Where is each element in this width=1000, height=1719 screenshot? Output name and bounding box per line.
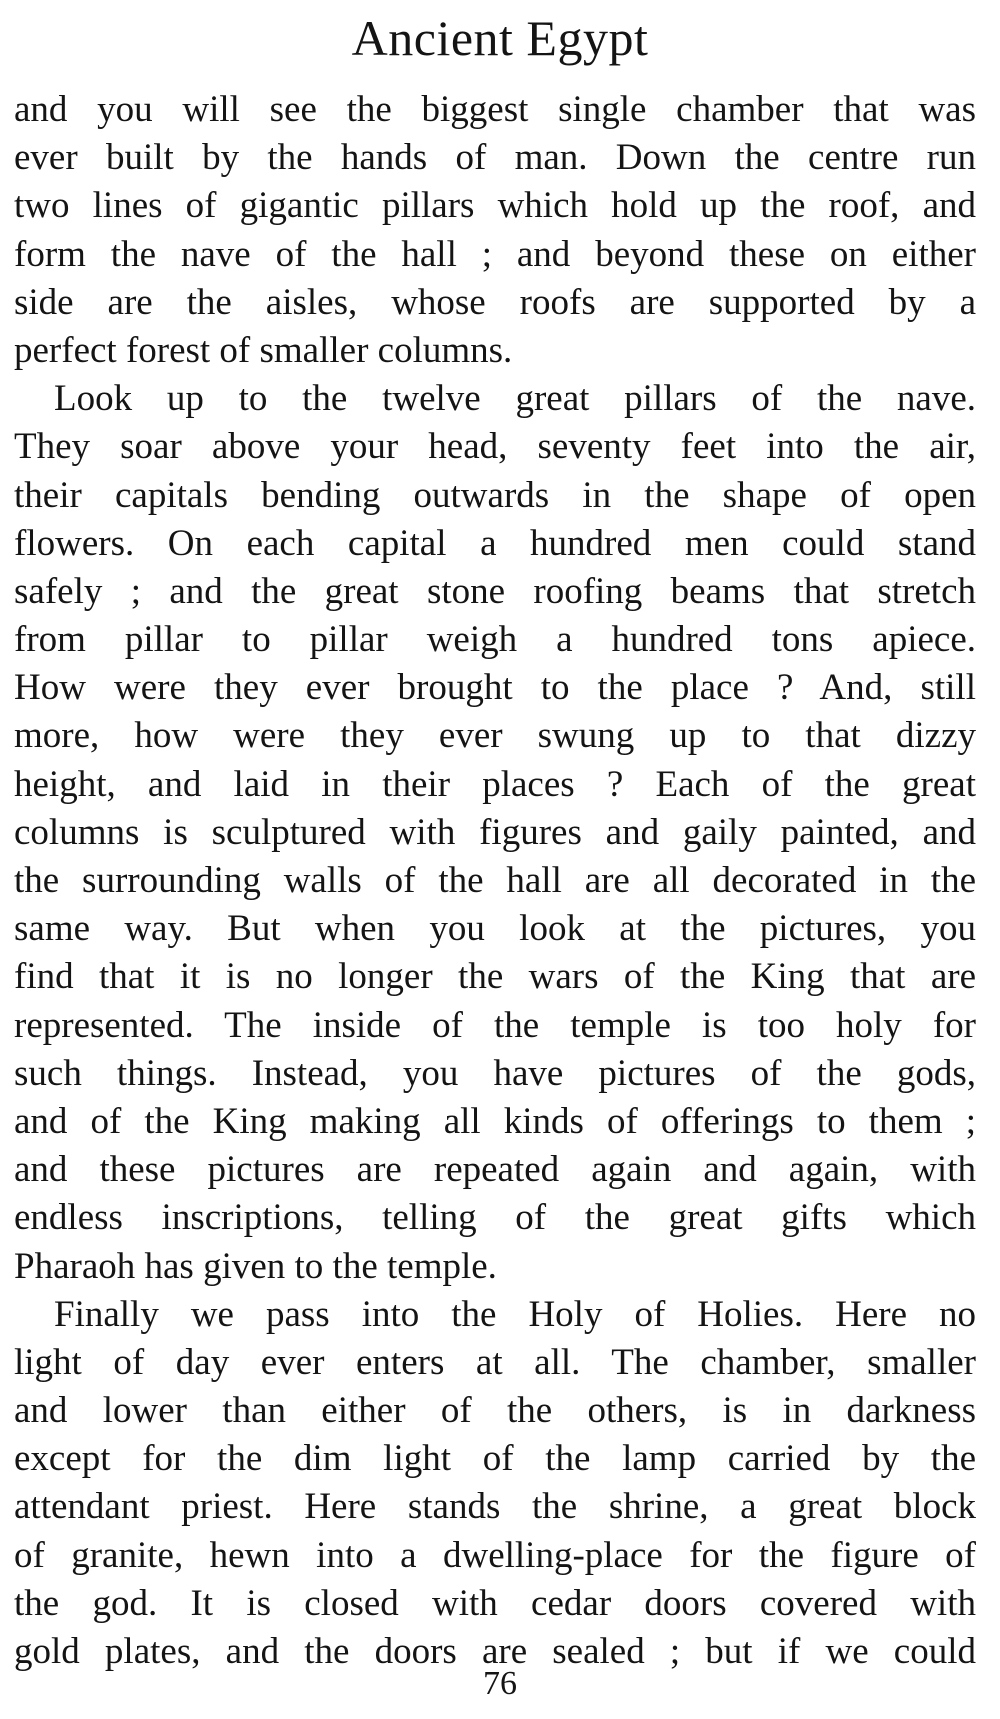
text-line: the god. It is closed with cedar doors covered with (14, 1582, 976, 1624)
text-line: columns is sculptured with figures and gaily painted, and (14, 811, 976, 853)
text-line: side are the aisles, whose roofs are supported by a (14, 281, 976, 323)
text-line: from pillar to pillar weigh a hundred tons apiece. (14, 619, 976, 661)
text-line: and lower than either of the others, is in darkness (14, 1390, 976, 1432)
text-line: safely ; and the great stone roofing beams that stretch (14, 570, 976, 612)
text-line: represented. The inside of the temple is too holy for (14, 1004, 976, 1046)
text-line: of granite, hewn into a dwelling-place for the figure of (14, 1534, 976, 1576)
text-line: two lines of gigantic pillars which hold up the roof, and (14, 185, 976, 227)
text-line: attendant priest. Here stands the shrine, a great block (14, 1486, 976, 1528)
text-line: Pharaoh has given to the temple. (14, 1245, 497, 1287)
text-line: They soar above your head, seventy feet into the air, (14, 426, 976, 468)
text-line: height, and laid in their places ? Each of the great (14, 763, 976, 805)
text-line: flowers. On each capital a hundred men could stand (14, 522, 976, 564)
text-line: perfect forest of smaller columns. (14, 329, 513, 371)
text-line: such things. Instead, you have pictures of the gods, (14, 1052, 976, 1094)
text-line: their capitals bending outwards in the shape of open (14, 474, 976, 516)
text-line: more, how were they ever swung up to that dizzy (14, 715, 976, 757)
text-line: How were they ever brought to the place ? And, still (14, 667, 976, 709)
text-line: gold plates, and the doors are sealed ; but if we could (14, 1631, 976, 1672)
text-line: except for the dim light of the lamp carried by the (14, 1438, 976, 1480)
running-head: Ancient Egypt (351, 10, 649, 66)
paragraph-start-line: Look up to the twelve great pillars of the nave. (54, 378, 976, 420)
body-text (14, 86, 976, 1676)
text-line: and these pictures are repeated again and again, with (14, 1149, 976, 1191)
text-line: find that it is no longer the wars of the King that are (14, 956, 976, 998)
text-line: endless inscriptions, telling of the great gifts which (14, 1197, 976, 1239)
page-number: 76 (483, 1665, 517, 1702)
text-line: and you will see the biggest single chamber that was (14, 89, 976, 130)
text-line: same way. But when you look at the pictures, you (14, 908, 976, 950)
paragraph-start-line: Finally we pass into the Holy of Holies. Here no (54, 1293, 976, 1335)
text-line: the surrounding walls of the hall are all decorated in the (14, 860, 976, 901)
text-line: ever built by the hands of man. Down the centre run (14, 137, 976, 179)
text-line: and of the King making all kinds of offerings to them ; (14, 1100, 976, 1142)
text-line: light of day ever enters at all. The chamber, smaller (14, 1341, 976, 1383)
text-line: form the nave of the hall ; and beyond these on either (14, 233, 976, 275)
